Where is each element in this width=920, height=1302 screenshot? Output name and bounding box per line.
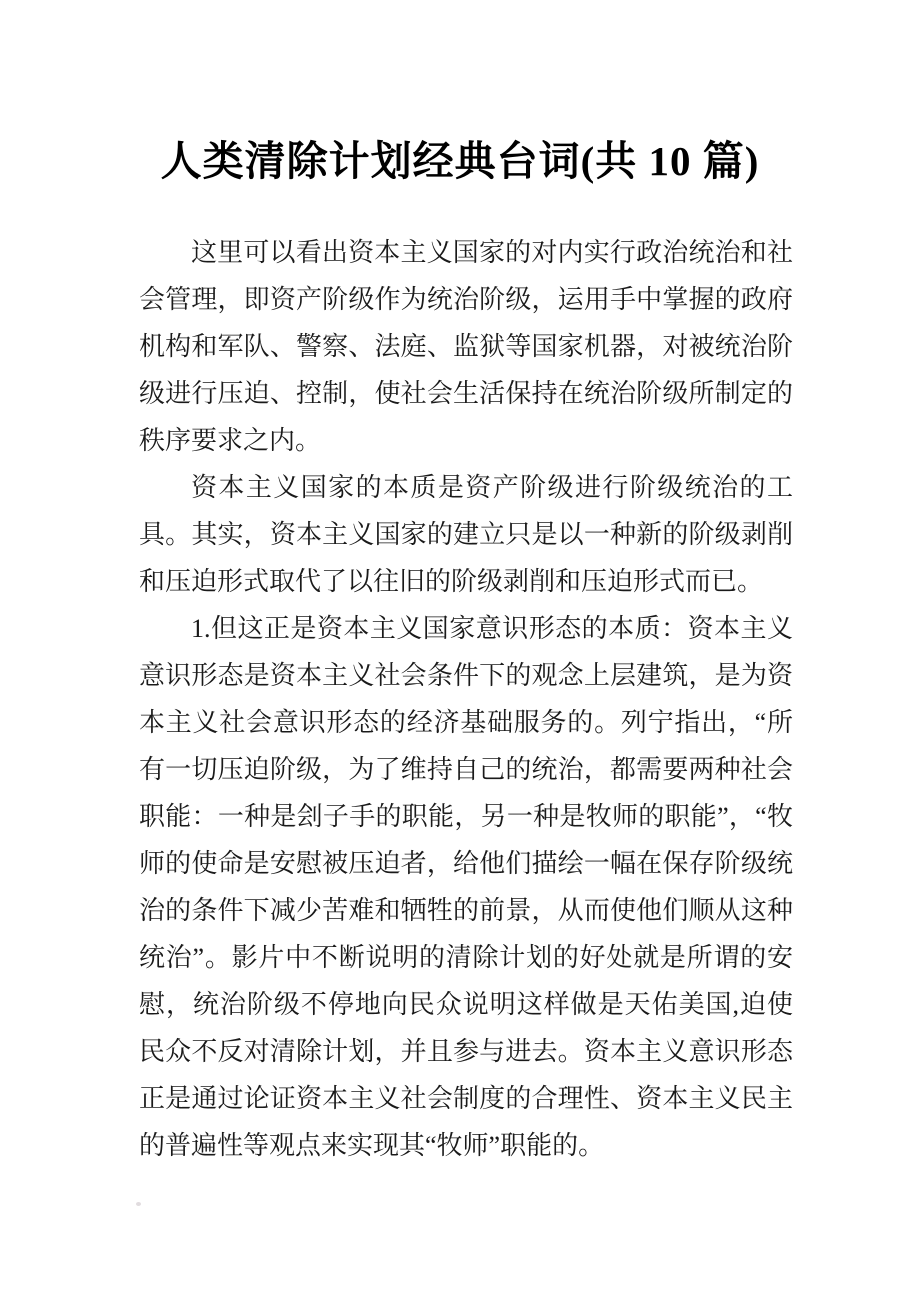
- paragraph: 资本主义国家的本质是资产阶级进行阶级统治的工具。其实，资本主义国家的建立只是以一种新的阶级剥削和压迫形式取代了以往旧的阶级剥削和压迫形式而已。: [139, 473, 793, 596]
- document-body: [139, 229, 793, 1169]
- paragraph: 这里可以看出资本主义国家的对内实行政治统治和社会管理，即资产阶级作为统治阶级，运用手中掌握的政府机构和军队、警察、法庭、监狱等国家机器，对被统治阶级进行压迫、控制，使社会生活保持在统治阶级所制定的秩序要求之内。: [139, 238, 793, 455]
- document-title: 人类清除计划经典台词(共 10 篇): [160, 138, 760, 185]
- paragraph: 1.但这正是资本主义国家意识形态的本质：资本主义意识形态是资本主义社会条件下的观念上层建筑，是为资本主义社会意识形态的经济基础服务的。列宁指出，“所有一切压迫阶级，为了维持自己的统治，都需要两种社会职能：一种是刽子手的职能，另一种是牧师的职能”，“牧师的使命是安慰被压迫者，给他们描绘一幅在保存阶级统治的条件下减少苦难和牺牲的前景，从而使他们顺从这种统治”。影片中不断说明的清除计划的好处就是所谓的安慰，统治阶级不停地向民众说明这样做是天佑美国,迫使民众不反对清除计划，并且参与进去。资本主义意识形态正是通过论证资本主义社会制度的合理性、资本主义民主的普遍性等观点来实现其“牧师”职能的。: [139, 614, 793, 1160]
- scan-artifact-speck: [136, 1202, 141, 1206]
